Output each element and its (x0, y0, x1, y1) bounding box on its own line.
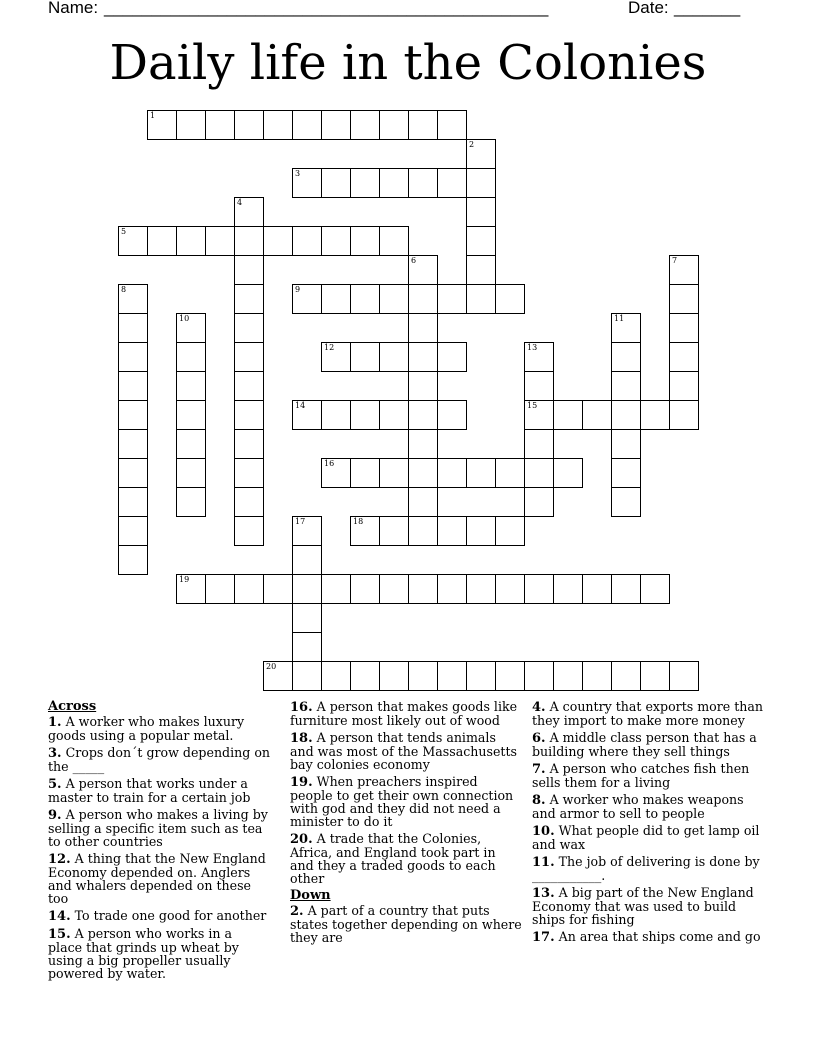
cell-number: 20 (266, 662, 277, 671)
grid-cell[interactable] (408, 168, 438, 198)
cell-number: 16 (324, 459, 335, 468)
grid-cell[interactable] (292, 110, 322, 140)
clue-number: 17. (532, 930, 555, 945)
name-label: Name: (48, 0, 99, 17)
grid-cell[interactable] (234, 574, 264, 604)
cell-number: 12 (324, 343, 335, 352)
date-field[interactable]: _______ (674, 0, 741, 17)
grid-cell[interactable] (234, 342, 264, 372)
grid-cell[interactable] (408, 255, 438, 285)
grid-cell[interactable] (379, 226, 409, 256)
cell-number: 1 (150, 111, 156, 120)
grid-cell[interactable] (408, 400, 438, 430)
cell-number: 18 (353, 517, 364, 526)
clue-list (290, 904, 522, 944)
cell-number: 13 (527, 343, 538, 352)
grid-cell[interactable] (408, 110, 438, 140)
grid-cell[interactable] (176, 429, 206, 459)
clue-text: A person that works under a master to train for a certain job (48, 776, 251, 805)
grid-cell[interactable] (524, 400, 554, 430)
grid-cell[interactable] (147, 226, 177, 256)
grid-cell[interactable] (350, 226, 380, 256)
grid-cell[interactable] (234, 284, 264, 314)
grid-cell[interactable] (408, 313, 438, 343)
grid-cell[interactable] (263, 226, 293, 256)
clue-text: A trade that the Colonies, Africa, and England took part in and they a traded goods to each other (290, 831, 496, 886)
grid-cell[interactable] (118, 313, 148, 343)
grid-cell[interactable] (611, 371, 641, 401)
grid-cell[interactable] (466, 661, 496, 691)
grid-cell[interactable] (350, 168, 380, 198)
grid-cell[interactable] (437, 516, 467, 546)
grid-cell[interactable] (350, 400, 380, 430)
grid-cell[interactable] (466, 284, 496, 314)
clue-number: 18. (290, 731, 313, 746)
grid-cell[interactable] (553, 458, 583, 488)
clue-number: 8. (532, 793, 546, 808)
grid-cell[interactable] (408, 458, 438, 488)
grid-cell[interactable] (118, 545, 148, 575)
grid-cell[interactable] (408, 284, 438, 314)
grid-cell[interactable] (466, 139, 496, 169)
clue-item (290, 700, 522, 727)
clue-number: 7. (532, 762, 546, 777)
clue-text: A worker who makes luxury goods using a popular metal. (48, 714, 245, 743)
date-label: Date: (628, 0, 669, 17)
clue-item (532, 855, 764, 882)
clue-text: A middle class person that has a building where they sell things (532, 730, 757, 759)
grid-cell[interactable] (582, 661, 612, 691)
grid-cell[interactable] (408, 429, 438, 459)
cell-number: 15 (527, 401, 538, 410)
clue-text: A person that tends animals and was most of the Massachusetts bay colonies economy (290, 730, 517, 772)
grid-cell[interactable] (466, 574, 496, 604)
clue-text: A person who makes a living by selling a specific item such as tea to other countries (48, 807, 268, 849)
grid-cell[interactable] (176, 371, 206, 401)
clue-number: 10. (532, 824, 555, 839)
grid-cell[interactable] (292, 661, 322, 691)
grid-cell[interactable] (321, 110, 351, 140)
grid-cell[interactable] (234, 516, 264, 546)
clue-number: 9. (48, 808, 62, 823)
grid-cell[interactable] (292, 168, 322, 198)
grid-cell[interactable] (118, 458, 148, 488)
cell-number: 6 (411, 256, 417, 265)
cell-number: 14 (295, 401, 306, 410)
grid-cell[interactable] (350, 661, 380, 691)
grid-cell[interactable] (408, 487, 438, 517)
grid-cell[interactable] (321, 574, 351, 604)
clue-item (48, 852, 270, 905)
grid-cell[interactable] (263, 110, 293, 140)
grid-cell[interactable] (611, 661, 641, 691)
clue-text: A part of a country that puts states together depending on where they are (290, 903, 522, 945)
grid-cell[interactable] (437, 342, 467, 372)
grid-cell[interactable] (582, 574, 612, 604)
grid-cell[interactable] (669, 371, 699, 401)
clue-number: 15. (48, 927, 71, 942)
clue-item (532, 793, 764, 820)
clue-item (532, 731, 764, 758)
grid-cell[interactable] (495, 284, 525, 314)
grid-cell[interactable] (292, 400, 322, 430)
grid-cell[interactable] (118, 429, 148, 459)
clue-number: 5. (48, 777, 62, 792)
grid-cell[interactable] (379, 110, 409, 140)
grid-cell[interactable] (118, 400, 148, 430)
clue-item (48, 715, 270, 742)
grid-cell[interactable] (408, 661, 438, 691)
grid-cell[interactable] (379, 168, 409, 198)
clue-text: A person who works in a place that grinds up wheat by using a big propeller usually powered by water. (48, 926, 239, 981)
grid-cell[interactable] (466, 516, 496, 546)
grid-cell[interactable] (292, 545, 322, 575)
grid-cell[interactable] (611, 400, 641, 430)
grid-cell[interactable] (118, 342, 148, 372)
grid-cell[interactable] (118, 371, 148, 401)
grid-cell[interactable] (611, 313, 641, 343)
clue-text: Crops don´t grow depending on the _____ (48, 745, 271, 774)
clue-number: 20. (290, 832, 313, 847)
grid-cell[interactable] (234, 110, 264, 140)
grid-cell[interactable] (553, 661, 583, 691)
grid-cell[interactable] (640, 574, 670, 604)
grid-cell[interactable] (176, 400, 206, 430)
clue-item (290, 832, 522, 885)
grid-cell[interactable] (669, 284, 699, 314)
grid-cell[interactable] (292, 574, 322, 604)
grid-cell[interactable] (524, 487, 554, 517)
grid-cell[interactable] (379, 284, 409, 314)
clue-item (532, 930, 764, 944)
grid-cell[interactable] (611, 342, 641, 372)
grid-cell[interactable] (118, 487, 148, 517)
cell-number: 11 (614, 314, 625, 323)
grid-cell[interactable] (437, 661, 467, 691)
grid-cell[interactable] (466, 168, 496, 198)
grid-cell[interactable] (669, 255, 699, 285)
grid-cell[interactable] (118, 284, 148, 314)
grid-cell[interactable] (234, 197, 264, 227)
grid-cell[interactable] (234, 255, 264, 285)
grid-cell[interactable] (350, 284, 380, 314)
clue-item (532, 824, 764, 851)
clue-text: A person that makes goods like furniture most likely out of wood (290, 699, 518, 728)
clues-column-2 (290, 700, 522, 948)
grid-cell[interactable] (176, 226, 206, 256)
grid-cell[interactable] (292, 632, 322, 662)
clue-item (48, 746, 270, 773)
cell-number: 10 (179, 314, 190, 323)
clue-item (290, 731, 522, 771)
grid-cell[interactable] (292, 603, 322, 633)
grid-cell[interactable] (147, 110, 177, 140)
clue-text: A thing that the New England Economy depended on. Anglers and whalers depended on these too (48, 851, 266, 906)
grid-cell[interactable] (176, 487, 206, 517)
grid-cell[interactable] (466, 458, 496, 488)
grid-cell[interactable] (321, 168, 351, 198)
grid-cell[interactable] (408, 371, 438, 401)
grid-cell[interactable] (669, 313, 699, 343)
grid-cell[interactable] (437, 284, 467, 314)
grid-cell[interactable] (234, 400, 264, 430)
clue-item (48, 777, 270, 804)
grid-cell[interactable] (321, 458, 351, 488)
cell-number: 7 (672, 256, 678, 265)
grid-cell[interactable] (205, 110, 235, 140)
grid-cell[interactable] (234, 371, 264, 401)
grid-cell[interactable] (640, 400, 670, 430)
clue-text: A worker who makes weapons and armor to sell to people (532, 792, 744, 821)
clue-number: 3. (48, 746, 62, 761)
grid-cell[interactable] (524, 661, 554, 691)
clue-number: 13. (532, 886, 555, 901)
grid-cell[interactable] (524, 429, 554, 459)
clue-list (290, 700, 522, 885)
grid-cell[interactable] (495, 661, 525, 691)
grid-cell[interactable] (640, 661, 670, 691)
grid-cell[interactable] (234, 313, 264, 343)
grid-cell[interactable] (669, 661, 699, 691)
clue-number: 2. (290, 904, 304, 919)
grid-cell[interactable] (292, 284, 322, 314)
grid-cell[interactable] (582, 400, 612, 430)
grid-cell[interactable] (553, 400, 583, 430)
grid-cell[interactable] (379, 342, 409, 372)
grid-cell[interactable] (466, 255, 496, 285)
clue-list (532, 700, 764, 944)
grid-cell[interactable] (321, 661, 351, 691)
grid-cell[interactable] (466, 197, 496, 227)
clue-number: 1. (48, 715, 62, 730)
clue-list (48, 715, 270, 980)
grid-cell[interactable] (321, 400, 351, 430)
grid-cell[interactable] (437, 168, 467, 198)
grid-cell[interactable] (350, 342, 380, 372)
clues-column-3 (532, 700, 764, 948)
clue-text: An area that ships come and go (554, 929, 761, 944)
clue-item (532, 700, 764, 727)
clue-number: 14. (48, 909, 71, 924)
clue-text: The job of delivering is done by ___________. (532, 854, 760, 883)
grid-cell[interactable] (118, 226, 148, 256)
clue-text: To trade one good for another (70, 908, 267, 923)
clue-text: When preachers inspired people to get their own connection with god and they did not need a minister to do it (290, 774, 514, 829)
grid-cell[interactable] (321, 284, 351, 314)
grid-cell[interactable] (118, 516, 148, 546)
grid-cell[interactable] (437, 110, 467, 140)
grid-cell[interactable] (379, 574, 409, 604)
clue-item (532, 886, 764, 926)
grid-cell[interactable] (234, 458, 264, 488)
grid-cell[interactable] (669, 400, 699, 430)
cell-number: 3 (295, 169, 301, 178)
clue-item (48, 927, 270, 980)
grid-cell[interactable] (292, 516, 322, 546)
grid-cell[interactable] (466, 226, 496, 256)
grid-cell[interactable] (611, 487, 641, 517)
grid-cell[interactable] (437, 400, 467, 430)
grid-cell[interactable] (350, 574, 380, 604)
cell-number: 4 (237, 198, 243, 207)
clue-number: 6. (532, 731, 546, 746)
grid-cell[interactable] (524, 458, 554, 488)
grid-cell[interactable] (205, 574, 235, 604)
grid-cell[interactable] (176, 574, 206, 604)
name-field[interactable]: _______________________________________________ (104, 0, 549, 17)
grid-cell[interactable] (495, 516, 525, 546)
grid-cell[interactable] (495, 458, 525, 488)
grid-cell[interactable] (350, 458, 380, 488)
grid-cell[interactable] (379, 516, 409, 546)
grid-cell[interactable] (437, 574, 467, 604)
grid-cell[interactable] (350, 516, 380, 546)
grid-cell[interactable] (553, 574, 583, 604)
grid-cell[interactable] (379, 458, 409, 488)
cell-number: 19 (179, 575, 190, 584)
grid-cell[interactable] (495, 574, 525, 604)
grid-cell[interactable] (408, 342, 438, 372)
clue-text: What people did to get lamp oil and wax (532, 823, 760, 852)
grid-cell[interactable] (611, 574, 641, 604)
grid-cell[interactable] (234, 226, 264, 256)
cell-number: 8 (121, 285, 127, 294)
grid-cell[interactable] (176, 342, 206, 372)
clue-item (532, 762, 764, 789)
grid-cell[interactable] (234, 487, 264, 517)
clue-text: A person who catches fish then sells them for a living (532, 761, 750, 790)
clue-item (48, 909, 270, 923)
grid-cell[interactable] (524, 371, 554, 401)
cell-number: 5 (121, 227, 127, 236)
grid-cell[interactable] (408, 574, 438, 604)
grid-cell[interactable] (524, 574, 554, 604)
clue-text: A big part of the New England Economy that was used to build ships for fishing (532, 885, 754, 927)
clue-number: 12. (48, 852, 71, 867)
cell-number: 2 (469, 140, 475, 149)
clues-column-1 (48, 700, 270, 984)
cell-number: 9 (295, 285, 301, 294)
grid-cell[interactable] (379, 400, 409, 430)
clue-number: 4. (532, 700, 546, 715)
grid-cell[interactable] (263, 661, 293, 691)
clue-item (290, 904, 522, 944)
grid-cell[interactable] (263, 574, 293, 604)
clue-text: A country that exports more than they import to make more money (532, 699, 764, 728)
grid-cell[interactable] (408, 516, 438, 546)
grid-cell[interactable] (176, 458, 206, 488)
grid-cell[interactable] (234, 429, 264, 459)
clue-number: 16. (290, 700, 313, 715)
grid-cell[interactable] (350, 110, 380, 140)
grid-cell[interactable] (437, 458, 467, 488)
grid-cell[interactable] (205, 226, 235, 256)
clue-number: 11. (532, 855, 555, 870)
grid-cell[interactable] (524, 342, 554, 372)
grid-cell[interactable] (176, 110, 206, 140)
clue-item (48, 808, 270, 848)
grid-cell[interactable] (292, 226, 322, 256)
grid-cell[interactable] (611, 458, 641, 488)
clue-number: 19. (290, 775, 313, 790)
cell-number: 17 (295, 517, 306, 526)
grid-cell[interactable] (321, 226, 351, 256)
page-title: Daily life in the Colonies (109, 35, 707, 91)
down-heading: Down (290, 888, 331, 903)
grid-cell[interactable] (176, 313, 206, 343)
grid-cell[interactable] (611, 429, 641, 459)
across-heading: Across (48, 699, 97, 714)
grid-cell[interactable] (379, 661, 409, 691)
grid-cell[interactable] (669, 342, 699, 372)
grid-cell[interactable] (321, 342, 351, 372)
clue-item (290, 775, 522, 828)
